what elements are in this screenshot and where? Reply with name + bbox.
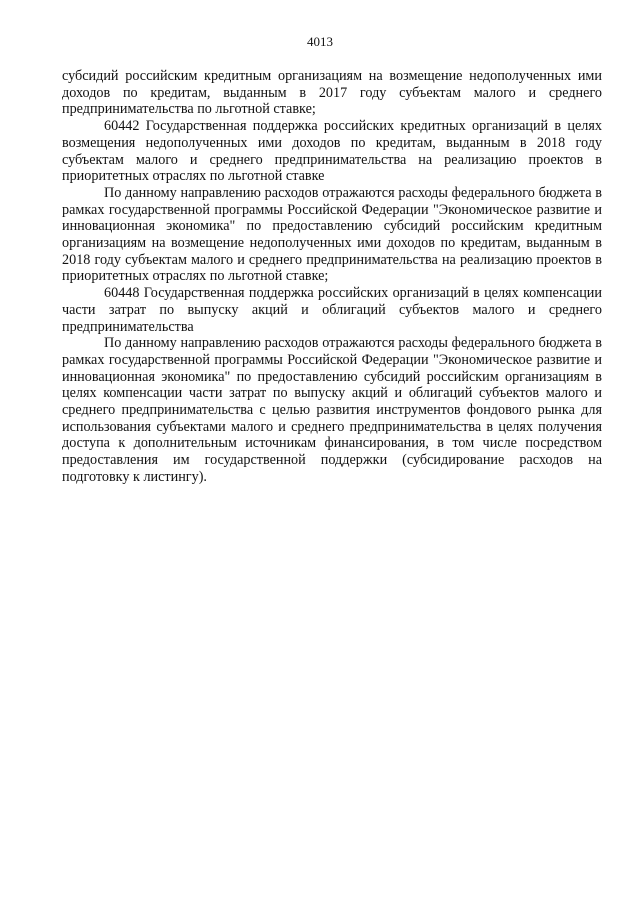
paragraph-continuation: субсидий российским кредитным организациям на возмещение недополученных ими доходов по кредитам, выданным в 2017 году субъектам малого и среднего предпринимательства по льготной ставке; xyxy=(62,68,602,118)
paragraph-heading-60448: 60448 Государственная поддержка российских организаций в целях компенсации части затрат по выпуску акций и облигаций субъектов малого и среднего предпринимательства xyxy=(62,285,602,335)
paragraph-description-60442: По данному направлению расходов отражаются расходы федерального бюджета в рамках государственной программы Российской Федерации "Экономическое развитие и инновационная экономика" по предоставлению субсидий российским кредитным организациям на возмещение недополученных ими доходов по кредитам, выданным в 2018 году субъектам малого и среднего предпринимательства на реализацию проектов в приоритетных отраслях по льготной ставке; xyxy=(62,184,602,285)
document-body xyxy=(62,68,602,486)
paragraph-description-60448: По данному направлению расходов отражаются расходы федерального бюджета в рамках государственной программы Российской Федерации "Экономическое развитие и инновационная экономика" по предоставлению субсидий российским организациям в целях компенсации части затрат по выпуску акций и облигаций субъектов малого и среднего предпринимательства с целью развития инструментов фондового рынка для использования субъектами малого и среднего предпринимательства в целях получения доступа к дополнительным источникам финансирования, в том числе посредством предоставления им государственной поддержки (субсидирование расходов на подготовку к листингу). xyxy=(62,335,602,485)
page-number: 4013 xyxy=(307,34,333,49)
paragraph-heading-60442: 60442 Государственная поддержка российских кредитных организаций в целях возмещения недополученных ими доходов по кредитам, выданным в 2018 году субъектам малого и среднего предпринимательства на реализацию проектов в приоритетных отраслях по льготной ставке xyxy=(62,118,602,185)
